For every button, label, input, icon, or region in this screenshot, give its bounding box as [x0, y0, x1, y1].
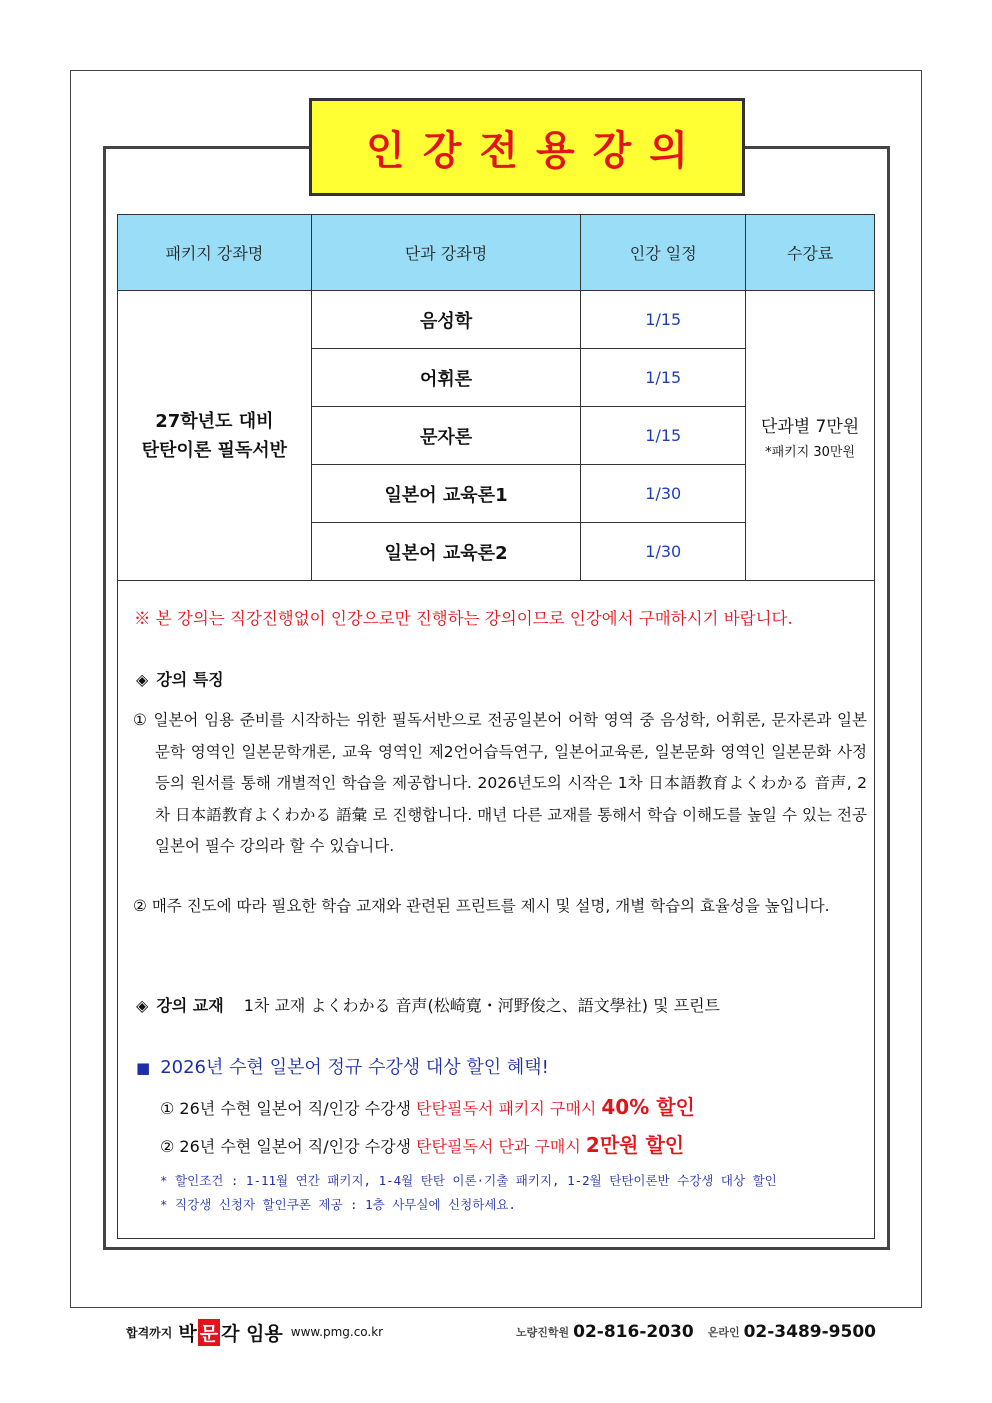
notice-text: ※ 본 강의는 직강진행없이 인강으로만 진행하는 강의이므로 인강에서 구매하시기 바랍니다. [134, 609, 793, 628]
benefit-item [160, 1091, 695, 1120]
textbook-heading-label: 강의 교재 [156, 996, 224, 1015]
header-single-course: 단과 강좌명 [311, 215, 581, 291]
page-title: 인강전용강의 [309, 98, 745, 196]
diamond-bullet-icon: ◈ [136, 670, 149, 689]
course-date: 1/15 [581, 291, 746, 349]
offline-label: 노량진학원 [515, 1326, 570, 1339]
logo-suffix: 임용 [246, 1322, 283, 1345]
square-bullet-icon: ■ [136, 1059, 151, 1077]
brand-logo [178, 1319, 282, 1346]
footer-slogan: 합격까지 [126, 1325, 173, 1340]
fee-cell [746, 291, 875, 581]
logo-part: 문 [198, 1319, 220, 1346]
diamond-bullet-icon: ◈ [136, 996, 149, 1015]
textbook-text: 1차 교재 よくわかる 音声(松崎寛・河野俊之、語文學社) 및 프린트 [243, 996, 721, 1015]
footer-url[interactable]: www.pmg.co.kr [290, 1325, 384, 1339]
table-row [118, 291, 875, 349]
course-name: 일본어 교육론2 [311, 523, 581, 581]
content-box [117, 214, 875, 1239]
benefit-prefix: ② 26년 수현 일본어 직/인강 수강생 [160, 1137, 411, 1156]
fee-sub: *패키지 30만원 [765, 444, 856, 460]
logo-part: 각 [221, 1322, 240, 1345]
header-package: 패키지 강좌명 [118, 215, 312, 291]
course-date: 1/30 [581, 465, 746, 523]
online-label: 온라인 [707, 1326, 740, 1339]
benefit-discount: 40% 할인 [601, 1095, 695, 1119]
header-fee: 수강료 [746, 215, 875, 291]
course-table [117, 214, 875, 581]
footer-brand [126, 1318, 383, 1346]
benefit-red-text: 탄탄필독서 패키지 구매시 [416, 1099, 597, 1118]
discount-condition: * 할인조건 : 1-11월 연간 패키지, 1-4월 탄탄 이론·기출 패키지, 1-2월 탄탄이론반 수강생 대상 할인 [160, 1173, 777, 1188]
feature-item: ② 매주 진도에 따라 필요한 학습 교재와 관련된 프린트를 제시 및 설명, 개별 학습의 효율성을 높입니다. [133, 897, 830, 915]
textbook-heading [136, 993, 720, 1016]
course-name: 문자론 [311, 407, 581, 465]
benefit-red-text: 탄탄필독서 단과 구매시 [416, 1137, 581, 1156]
header-schedule: 인강 일정 [581, 215, 746, 291]
offline-phone: 02-816-2030 [573, 1322, 694, 1342]
course-date: 1/15 [581, 349, 746, 407]
discount-condition: * 직강생 신청자 할인쿠폰 제공 : 1층 사무실에 신청하세요. [160, 1197, 516, 1212]
logo-part: 박 [178, 1322, 197, 1345]
package-name-line: 탄탄이론 필독서반 [141, 439, 288, 461]
course-date: 1/30 [581, 523, 746, 581]
fee-main: 단과별 7만원 [760, 416, 860, 437]
benefit-title [136, 1053, 549, 1079]
feature-item: ① 일본어 임용 준비를 시작하는 위한 필독서반으로 전공일본어 어학 영역 중 음성학, 어휘론, 문자론과 일본문학 영역인 일본문학개론, 교육 영역인 제2언어습득연구, 일본어교육론, 일본문화 영역인 일본문화 사정 등의 원서를 통해 개별적인 학습을 제공합니다. 2026년도의 시작은 1차 日本語教育よくわかる 音声, 2차 日本語教育よくわかる 語彙 로 진행합니다. 매년 다른 교재를 통해서 학습 이해도를 높일 수 있는 전공 일본어 필수 강의라 할 수 있습니다. [133, 711, 867, 855]
course-date: 1/15 [581, 407, 746, 465]
online-phone: 02-3489-9500 [743, 1322, 876, 1342]
footer-contacts [516, 1318, 876, 1346]
package-name-line: 27학년도 대비 [155, 410, 274, 432]
course-name: 어휘론 [311, 349, 581, 407]
course-name: 음성학 [311, 291, 581, 349]
table-header-row [118, 215, 875, 291]
benefit-prefix: ① 26년 수현 일본어 직/인강 수강생 [160, 1099, 411, 1118]
package-name [118, 291, 312, 581]
features-heading-label: 강의 특징 [156, 670, 224, 689]
benefit-item [160, 1129, 684, 1158]
benefit-title-label: 2026년 수현 일본어 정규 수강생 대상 할인 혜택! [160, 1057, 549, 1078]
benefit-discount: 2만원 할인 [585, 1133, 685, 1157]
course-name: 일본어 교육론1 [311, 465, 581, 523]
features-heading [136, 667, 224, 690]
